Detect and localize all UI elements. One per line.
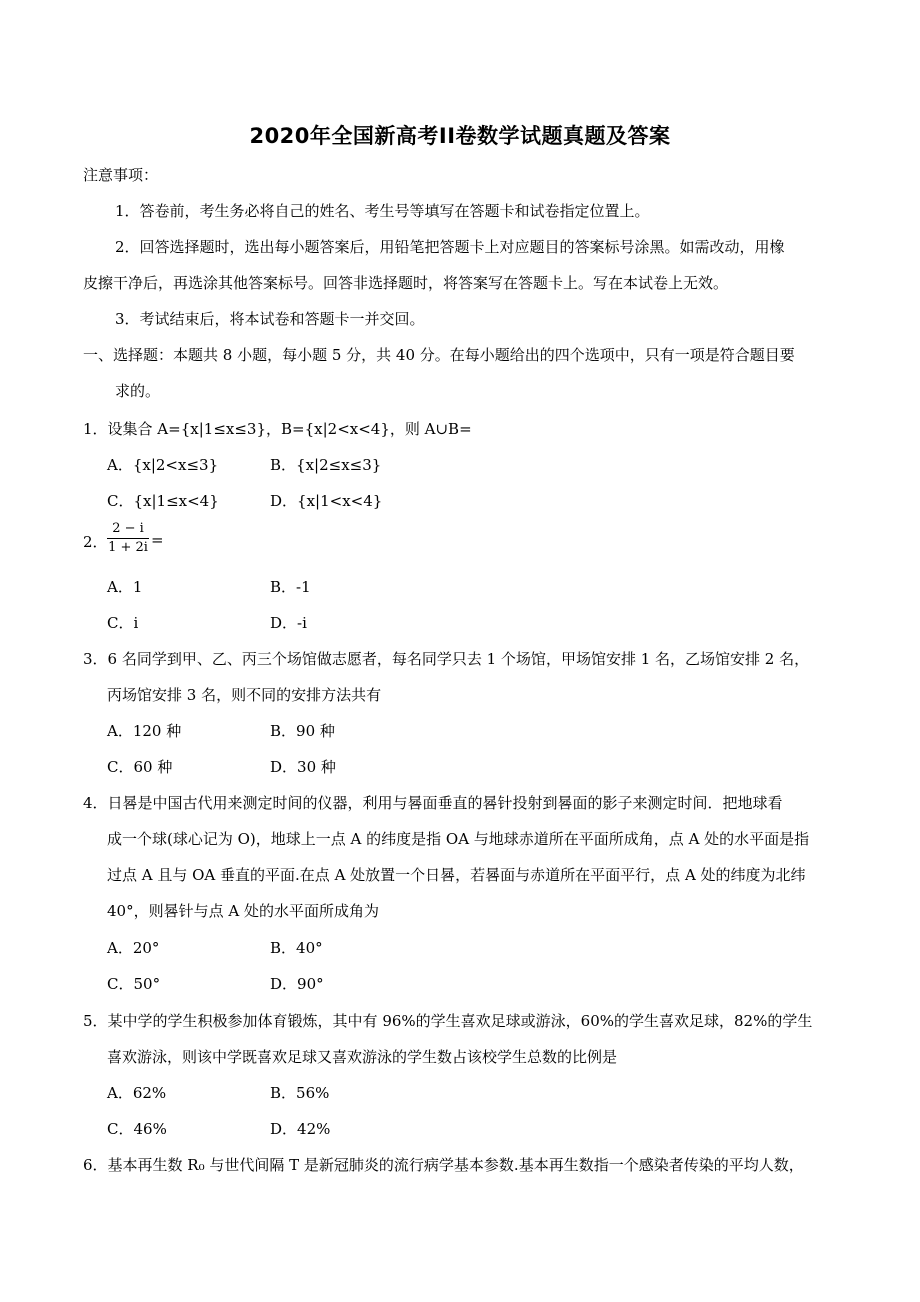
question-2-option-d: D．-i <box>270 614 307 632</box>
question-5-stem-1: 5．某中学的学生积极参加体育锻炼，其中有 96%的学生喜欢足球或游泳，60%的学生喜欢足球，82%的学生 <box>83 1012 813 1030</box>
question-4-option-d: D．90° <box>270 975 324 993</box>
notice-item-1: 1．答卷前，考生务必将自己的姓名、考生号等填写在答题卡和试卷指定位置上。 <box>115 202 650 220</box>
question-4-option-a: A．20° <box>107 939 160 957</box>
question-2-option-b: B．-1 <box>270 578 311 596</box>
question-4-option-b: B．40° <box>270 939 323 957</box>
section-heading: 一、选择题：本题共 8 小题，每小题 5 分，共 40 分。在每小题给出的四个选项中，只有一项是符合题目要 <box>83 346 795 364</box>
question-5-option-a: A．62% <box>107 1084 167 1102</box>
question-5-option-c: C．46% <box>107 1120 167 1138</box>
question-4-option-c: C．50° <box>107 975 161 993</box>
question-3-option-d: D．30 种 <box>270 758 336 776</box>
question-4-stem-1: 4．日晷是中国古代用来测定时间的仪器，利用与晷面垂直的晷针投射到晷面的影子来测定时间．把地球看 <box>83 794 783 812</box>
section-heading-cont: 求的。 <box>115 382 161 400</box>
question-5-stem-2: 喜欢游泳，则该中学既喜欢足球又喜欢游泳的学生数占该校学生总数的比例是 <box>107 1048 618 1066</box>
question-3-option-c: C．60 种 <box>107 758 173 776</box>
question-2-option-a: A．1 <box>107 578 143 596</box>
question-2-number: 2． <box>83 533 108 551</box>
question-3-option-a: A．120 种 <box>107 722 182 740</box>
notice-item-2-cont: 皮擦干净后，再选涂其他答案标号。回答非选择题时，将答案写在答题卡上。写在本试卷上无效。 <box>83 274 729 292</box>
question-1-stem: 1．设集合 A={x|1≤x≤3}，B={x|2<x<4}，则 A∪B= <box>83 420 472 438</box>
question-1-option-a: A．{x|2<x≤3} <box>107 456 219 474</box>
question-6-stem-1: 6．基本再生数 R₀ 与世代间隔 T 是新冠肺炎的流行病学基本参数.基本再生数指一个感染者传染的平均人数， <box>83 1156 804 1174</box>
notice-item-3: 3．考试结束后，将本试卷和答题卡一并交回。 <box>115 310 425 328</box>
question-4-stem-3: 过点 A 且与 OA 垂直的平面.在点 A 处放置一个日晷，若晷面与赤道所在平面平行，点 A 处的纬度为北纬 <box>107 866 806 884</box>
fraction-denominator: 1 + 2i <box>108 540 148 555</box>
question-3-stem-1: 3．6 名同学到甲、乙、丙三个场馆做志愿者，每名同学只去 1 个场馆，甲场馆安排 1 名，乙场馆安排 2 名， <box>83 650 810 668</box>
question-2-equals: = <box>151 531 164 549</box>
page-title: 2020年全国新高考II卷数学试题真题及答案 <box>249 124 671 148</box>
question-3-option-b: B．90 种 <box>270 722 335 740</box>
question-3-stem-2: 丙场馆安排 3 名，则不同的安排方法共有 <box>107 686 382 704</box>
question-2-fraction <box>107 521 149 556</box>
notice-item-2: 2．回答选择题时，选出每小题答案后，用铅笔把答题卡上对应题目的答案标号涂黑。如需改动，用橡 <box>115 238 785 256</box>
question-2-option-c: C．i <box>107 614 139 632</box>
question-1-option-c: C．{x|1≤x<4} <box>107 492 219 510</box>
notice-heading: 注意事项： <box>83 166 159 184</box>
question-5-option-b: B．56% <box>270 1084 330 1102</box>
question-5-option-d: D．42% <box>270 1120 331 1138</box>
question-1-option-b: B．{x|2≤x≤3} <box>270 456 382 474</box>
question-1-option-d: D．{x|1<x<4} <box>270 492 383 510</box>
question-4-stem-2: 成一个球(球心记为 O)，地球上一点 A 的纬度是指 OA 与地球赤道所在平面所成角，点 A 处的水平面是指 <box>107 830 810 848</box>
fraction-numerator: 2 − i <box>107 521 149 539</box>
question-4-stem-4: 40°，则晷针与点 A 处的水平面所成角为 <box>107 902 379 920</box>
